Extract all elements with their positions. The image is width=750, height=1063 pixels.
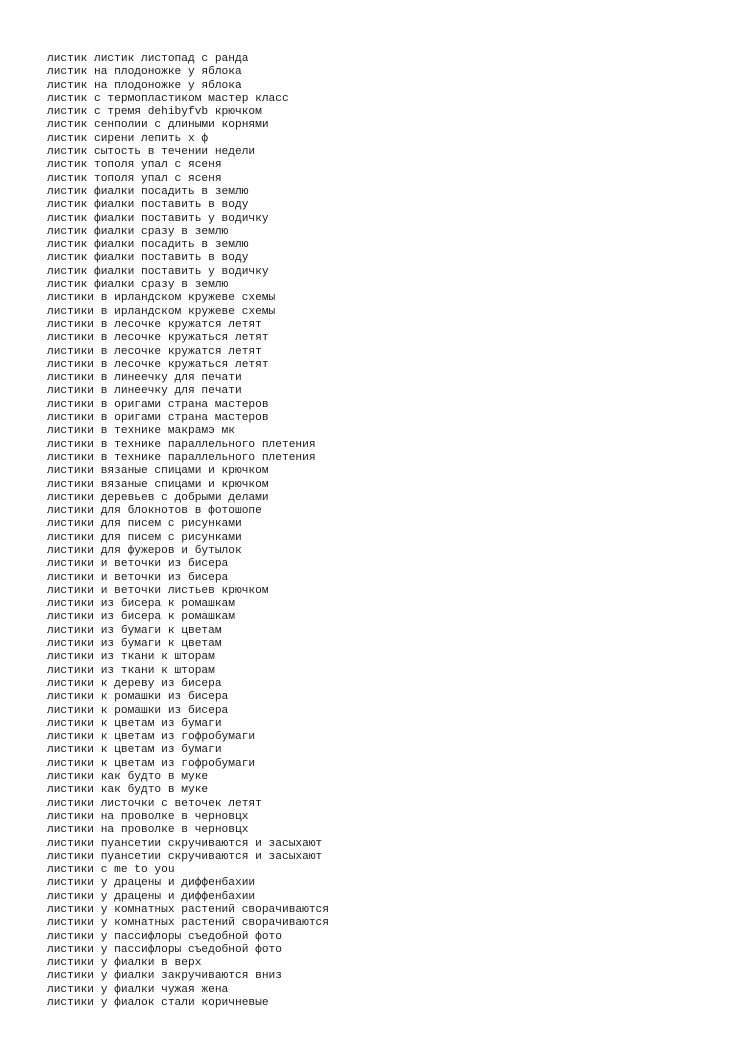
- text-line: листики в технике параллельного плетения: [47, 451, 316, 464]
- text-line: листик фиалки сразу в землю: [47, 225, 229, 238]
- text-line: листик на плодоножке у яблока: [47, 79, 242, 92]
- text-line: листик листик листопад с ранда: [47, 53, 249, 65]
- text-line: листики у комнатных растений сворачиваются: [47, 917, 329, 930]
- text-line: листики из бисера к ромашкам: [47, 598, 235, 611]
- text-line: листик сирени лепить х ф: [47, 132, 209, 145]
- text-line: листики к цветам из бумаги: [47, 717, 222, 730]
- text-line: листик тополя упал с ясеня: [47, 159, 222, 172]
- text-line: листики в линеечку для печати: [47, 372, 242, 385]
- text-line: листики в оригами страна мастеров: [47, 398, 269, 411]
- text-line: листики в ирландском кружеве схемы: [47, 305, 276, 318]
- text-line: листики на проволке в черновцх: [47, 824, 249, 837]
- text-line: листики и веточки из бисера: [47, 558, 229, 571]
- text-line: листик фиалки сразу в землю: [47, 279, 229, 292]
- text-line: листики к цветам из бумаги: [47, 744, 222, 757]
- text-line: листики для фужеров и бутылок: [47, 544, 242, 557]
- text-line: листики на проволке в черновцх: [47, 810, 249, 823]
- text-line: листик с термопластиком мастер класс: [47, 92, 289, 105]
- text-line: листики у пассифлоры съедобной фото: [47, 930, 282, 943]
- text-lines: [47, 53, 329, 1010]
- text-line: листики для писем с рисунками: [47, 531, 242, 544]
- text-line: листик на плодоножке у яблока: [47, 66, 242, 79]
- text-line: листики из бисера к ромашкам: [47, 611, 235, 624]
- text-line: листики в оригами страна мастеров: [47, 412, 269, 425]
- text-line: листики листочки с веточек летят: [47, 797, 262, 810]
- text-line: листики в технике параллельного плетения: [47, 438, 316, 451]
- text-line: листик фиалки поставить в воду: [47, 199, 249, 212]
- text-line: листики пуансетии скручиваются и засыхают: [47, 850, 323, 863]
- text-line: листик фиалки поставить у водичку: [47, 265, 269, 278]
- text-line: листики и веточки листьев крючком: [47, 584, 269, 597]
- text-line: листики к дереву из бисера: [47, 677, 222, 690]
- text-line: листики в лесочке кружатся летят: [47, 345, 262, 358]
- text-line: листики к ромашки из бисера: [47, 691, 229, 704]
- text-line: листики из бумаги к цветам: [47, 624, 222, 637]
- text-line: листик тополя упал с ясеня: [47, 172, 222, 185]
- text-line: листики из ткани к шторам: [47, 664, 215, 677]
- text-line: листики в лесочке кружатся летят: [47, 318, 262, 331]
- text-line: листики вязаные спицами и крючком: [47, 478, 269, 491]
- text-line: листики для блокнотов в фотошопе: [47, 505, 262, 518]
- text-line: листик фиалки посадить в землю: [47, 185, 249, 198]
- text-line: листики в лесочке кружаться летят: [47, 332, 269, 345]
- text-line: листики в ирландском кружеве схемы: [47, 292, 276, 305]
- text-line: листик фиалки посадить в землю: [47, 239, 249, 252]
- text-line: листики у драцены и диффенбахии: [47, 890, 256, 903]
- text-line: листик сенполии с длиными корнями: [47, 119, 269, 132]
- text-line: листики у пассифлоры съедобной фото: [47, 943, 282, 956]
- text-line: листики пуансетии скручиваются и засыхают: [47, 837, 323, 850]
- text-line: листики как будто в муке: [47, 771, 209, 784]
- text-line: листики у фиалки закручиваются вниз: [47, 970, 282, 983]
- text-line: листики к цветам из гофробумаги: [47, 731, 256, 744]
- text-line: листик фиалки поставить в воду: [47, 252, 249, 265]
- text-line: листик с тремя dehibyfvb крючком: [47, 106, 262, 119]
- text-line: листики у фиалки чужая жена: [47, 983, 229, 996]
- text-line: листики к цветам из гофробумаги: [47, 757, 256, 770]
- text-line: листики с me to you: [47, 864, 175, 877]
- text-line: листики в лесочке кружаться летят: [47, 358, 269, 371]
- text-line: листик сытость в течении недели: [47, 146, 256, 159]
- text-line: листики у драцены и диффенбахии: [47, 877, 256, 890]
- text-line: листики в линеечку для печати: [47, 385, 242, 398]
- text-line: листики и веточки из бисера: [47, 571, 229, 584]
- text-line: листики вязаные спицами и крючком: [47, 465, 269, 478]
- text-line: листик фиалки поставить у водичку: [47, 212, 269, 225]
- text-line: листики как будто в муке: [47, 784, 209, 797]
- text-line: листики из бумаги к цветам: [47, 638, 222, 651]
- text-line: листики из ткани к шторам: [47, 651, 215, 664]
- text-line: листики у комнатных растений сворачиваются: [47, 904, 329, 916]
- text-line: листики в технике макрамэ мк: [47, 425, 235, 438]
- text-line: листики к ромашки из бисера: [47, 704, 229, 717]
- text-line: листики у фиалок стали коричневые: [47, 997, 269, 1010]
- text-line: листики для писем с рисунками: [47, 518, 242, 531]
- text-line: листики деревьев с добрыми делами: [47, 491, 269, 504]
- text-line: листики у фиалки в верх: [47, 957, 202, 970]
